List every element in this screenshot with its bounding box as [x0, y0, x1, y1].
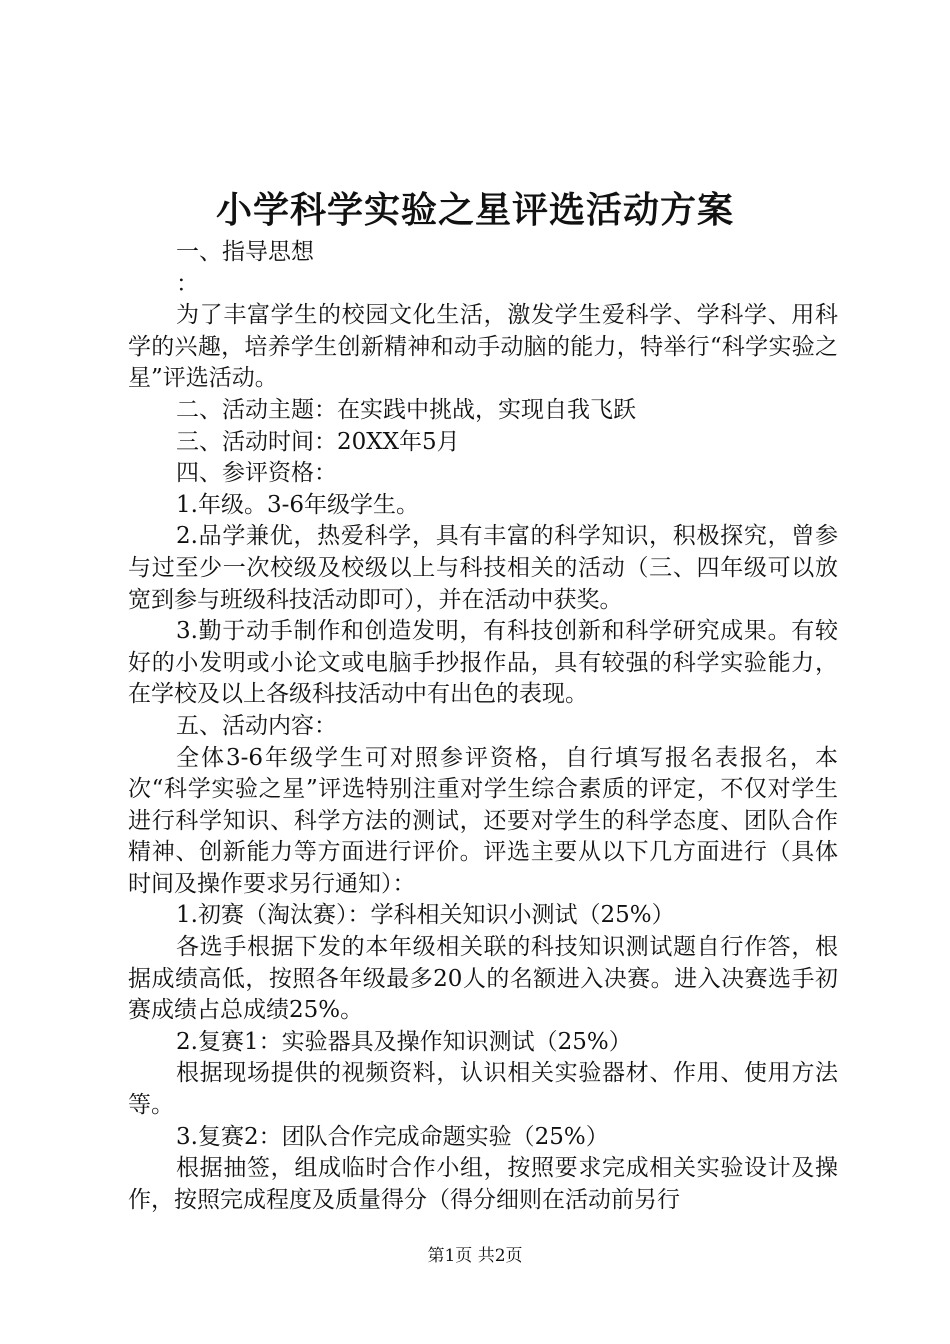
stage-1-description: 各选手根据下发的本年级相关联的科技知识测试题自行作答，根据成绩高低，按照各年级最多20人的名额进入决赛。进入决赛选手初赛成绩占总成绩25%。 [128, 934, 838, 1024]
paragraph-purpose: 为了丰富学生的校园文化生活，激发学生爱科学、学科学、用科学的兴趣，培养学生创新精神和动手动脑的能力，特举行“科学实验之星”评选活动。 [128, 302, 838, 392]
page-footer: 第1页 共2页 [427, 1246, 523, 1266]
document-body [128, 237, 838, 1216]
stage-3-heading: 3.复赛2：团队合作完成命题实验（25%） [176, 1123, 609, 1150]
eligibility-item-1: 1.年级。3-6年级学生。 [176, 491, 419, 518]
stage-3-description: 根据抽签，组成临时合作小组，按照要求完成相关实验设计及操作，按照完成程度及质量得分（得分细则在活动前另行 [128, 1155, 838, 1213]
paragraph-content-overview: 全体3-6年级学生可对照参评资格，自行填写报名表报名，本次“科学实验之星”评选特别注重对学生综合素质的评定，不仅对学生进行科学知识、科学方法的测试，还要对学生的科学态度、团队合作精神、创新能力等方面进行评价。评选主要从以下几方面进行（具体时间及操作要求另行通知）： [128, 744, 838, 897]
eligibility-item-2: 2.品学兼优，热爱科学，具有丰富的科学知识，积极探究，曾参与过至少一次校级及校级以上与科技相关的活动（三、四年级可以放宽到参与班级科技活动即可），并在活动中获奖。 [128, 523, 838, 613]
section-heading-eligibility: 四、参评资格： [176, 460, 337, 487]
colon-line: ： [176, 270, 199, 297]
stage-1-heading: 1.初赛（淘汰赛）：学科相关知识小测试（25%） [176, 902, 675, 929]
section-heading-time: 三、活动时间：20XX年5月 [176, 428, 460, 455]
document-title: 小学科学实验之星评选活动方案 [215, 189, 734, 231]
section-heading-guiding-idea: 一、指导思想 [176, 239, 314, 265]
stage-2-heading: 2.复赛1：实验器具及操作知识测试（25%） [176, 1028, 632, 1055]
section-heading-theme: 二、活动主题：在实践中挑战，实现自我飞跃 [176, 396, 636, 423]
eligibility-item-3: 3.勤于动手制作和创造发明，有科技创新和科学研究成果。有较好的小发明或小论文或电脑手抄报作品，具有较强的科学实验能力，在学校及以上各级科技活动中有出色的表现。 [128, 618, 838, 708]
stage-2-description: 根据现场提供的视频资料，认识相关实验器材、作用、使用方法等。 [128, 1060, 838, 1119]
section-heading-content: 五、活动内容： [176, 712, 337, 739]
